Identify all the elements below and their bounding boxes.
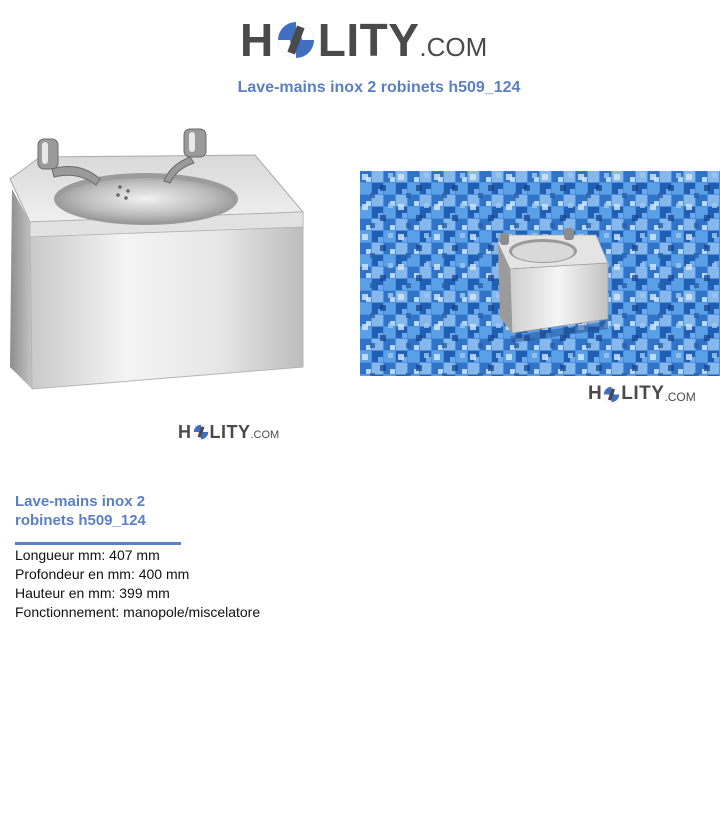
- logo-letters-lity: LITY: [621, 383, 665, 404]
- logo-o-icon: [603, 386, 620, 403]
- product-photo-basin: [0, 117, 311, 401]
- logo-letters-lity: LITY: [209, 421, 251, 442]
- product-heading-line-1: Lave-mains inox 2: [15, 493, 146, 510]
- logo-suffix: .COM: [250, 428, 280, 441]
- product-heading-line-2: robinets h509_124: [15, 512, 146, 529]
- heading-divider: [15, 542, 181, 545]
- holity-logo-small-right: [588, 383, 696, 405]
- spec-list: [15, 546, 260, 622]
- logo-letters-lity: LITY: [317, 14, 420, 66]
- logo-letter-h: H: [178, 421, 192, 442]
- logo-suffix: .COM: [664, 389, 696, 404]
- product-photo-mosaic-wall: [360, 171, 720, 376]
- logo-o-icon: [193, 424, 209, 440]
- logo-suffix: .COM: [419, 31, 488, 62]
- spec-height: Hauteur en mm: 399 mm: [15, 585, 170, 601]
- spec-depth: Profondeur en mm: 400 mm: [15, 566, 190, 582]
- spec-operation: Fonctionnement: manopole/miscelatore: [15, 604, 261, 620]
- logo-letter-h: H: [240, 14, 274, 66]
- holity-logo-small-left: [178, 422, 279, 442]
- page-title: Lave-mains inox 2 robinets h509_124: [237, 79, 521, 96]
- logo-o-icon: [276, 20, 316, 60]
- spec-length: Longueur mm: 407 mm: [15, 547, 160, 563]
- logo-letter-h: H: [588, 383, 603, 404]
- holity-logo[interactable]: [240, 14, 487, 66]
- product-heading: [15, 492, 215, 530]
